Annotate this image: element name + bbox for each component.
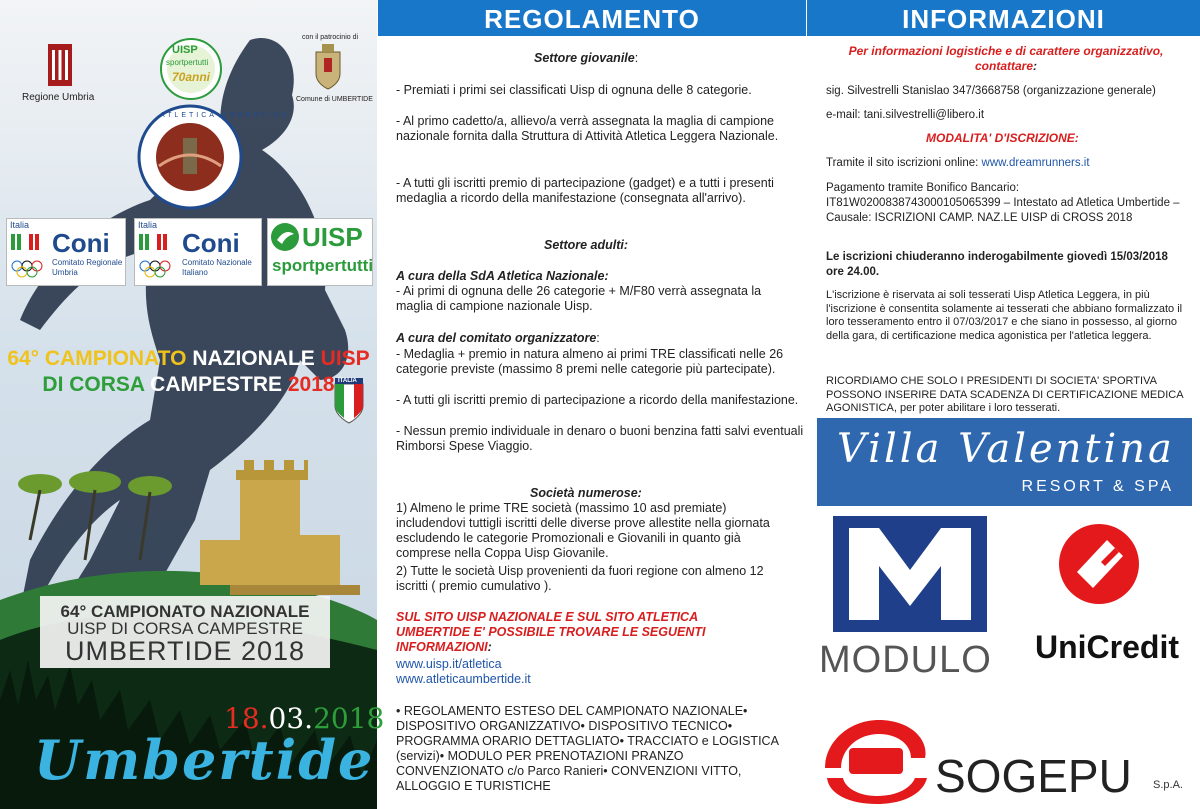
title-part-e: CAMPESTRE: [150, 373, 283, 396]
informazioni-header: INFORMAZIONI: [807, 0, 1200, 36]
villa-valentina-sponsor: [817, 418, 1192, 506]
uisp-badge-anniversary: 70anni: [172, 70, 211, 84]
regolamento-panel: [378, 0, 806, 809]
italia-flag-label: ITALIA: [338, 378, 357, 384]
info-contact: sig. Silvestrelli Stanislao 347/3668758 (organizzazione generale): [826, 85, 1156, 97]
title-part-b: NAZIONALE: [192, 347, 315, 370]
adulti-point-3: - A tutti gli iscritti premio di partecipazione a ricordo della manifestazione.: [396, 393, 799, 407]
sign-line3: UMBERTIDE 2018: [64, 636, 306, 666]
informazioni-panel: [807, 0, 1200, 809]
modalita-iscrizione-title: MODALITA' D'ISCRIZIONE:: [926, 131, 1079, 145]
giovanile-point-2: - Al primo cadetto/a, allievo/a verrà assegnata la maglia di campione nazionale fornita dalla Struttura di Attività Atletica Leggera Nazionale.: [396, 114, 779, 143]
regione-umbria-crest-icon: [48, 44, 72, 86]
regione-umbria-label: Regione Umbria: [22, 92, 95, 103]
atletica-umbertide-label: ATLETICA UMBERTIDE: [160, 112, 290, 119]
championship-title-line2: [0, 372, 377, 398]
sites-note-text: SUL SITO UISP NAZIONALE E SUL SITO ATLETICA UMBERTIDE E' POSSIBILE TROVARE LE SEGUENTI INFORMAZIONI: [396, 610, 706, 654]
giovanile-point-1: - Premiati i primi sei classificati Uisp di ognuna delle 8 categorie.: [396, 83, 752, 97]
uisp-badge-label: UISP: [172, 44, 198, 56]
title-part-c: UISP: [320, 347, 370, 370]
societa-point-2: 2) Tutte le società Uisp provenienti da fuori regione con almeno 12 iscritti ( premio cumulativo ).: [396, 564, 764, 593]
comune-umbertide-label: Comune di UMBERTIDE: [296, 96, 373, 103]
online-registration-label: Tramite il sito iscrizioni online:: [826, 157, 982, 169]
comitato-organizzatore-heading: [396, 331, 600, 346]
societa-numerose-title: Società numerose:: [530, 486, 642, 500]
unicredit-label: UniCredit: [1035, 629, 1179, 665]
online-registration: [826, 156, 1090, 171]
settore-adulti-title: Settore adulti:: [544, 238, 629, 252]
sogepu-label: SOGEPU: [935, 750, 1132, 802]
comitato-organizzatore-colon: :: [596, 331, 600, 345]
modulo-label: MODULO: [819, 639, 992, 681]
adulti-point-4: - Nessun premio individuale in denaro o buoni benzina fatti salvi eventuali Rimborsi Spese Viaggio.: [396, 424, 804, 453]
villa-valentina-subtitle: RESORT & SPA: [1021, 478, 1174, 495]
registration-deadline: Le iscrizioni chiuderanno inderogabilmente giovedì 15/03/2018 ore 24.00.: [826, 251, 1168, 278]
settore-giovanile-colon: :: [634, 51, 639, 65]
patrocinio-label: con il patrocinio di: [302, 34, 359, 41]
coni-regional-word: Coni: [52, 228, 110, 258]
villa-valentina-name: Villa Valentina: [837, 426, 1175, 472]
cover-panel: [0, 0, 385, 809]
championship-title-line1: [0, 346, 377, 372]
settore-giovanile-title: Settore giovanile: [534, 51, 635, 65]
info-intro-text: Per informazioni logistiche e di carattere organizzativo, contattare: [848, 44, 1164, 73]
title-part-a: 64° CAMPIONATO: [7, 347, 187, 370]
sogepu-spa-label: S.p.A.: [1153, 779, 1183, 791]
uisp-badge-sub: sportpertutti: [166, 58, 209, 67]
atletica-umbertide-logo-icon: [137, 104, 243, 210]
unicredit-logo-icon: [1057, 522, 1141, 606]
giovanile-point-3: - A tutti gli iscritti premio di partecipazione (gadget) e a tutti i presenti medaglia a ricordo della manifestazione (consegnata all'arrivo).: [396, 176, 774, 205]
section-settore-giovanile: [534, 51, 638, 66]
sogepu-logo-icon: [819, 712, 931, 804]
societa-point-1: 1) Almeno le prime TRE società (massimo 10 asd premiate) includendovi tuttigli iscritti delle diverse prove allestite nella giornata escludendo le categorie Promozionali e Giovanili in quanto già comprese nella Coppa Uisp Giovanile.: [396, 501, 770, 560]
eligibility-info: L'iscrizione è riservata ai soli tesserati Uisp Atletica Leggera, in più l'iscrizione è consentita solamente ai tesserati che abbiano formalizzato il loro tesseramento entro il 07/03/2017 e che siano in possesso, al giorno della gara, di certificazione medica agonistica per l'atletica leggera.: [826, 289, 1183, 342]
sda-atletica-title: A cura della SdA Atletica Nazionale:: [396, 269, 609, 283]
italia-flag-shield-icon: [334, 378, 364, 424]
info-email[interactable]: e-mail: tani.silvestrelli@libero.it: [826, 109, 985, 121]
coni-national-word: Coni: [182, 228, 240, 258]
adulti-point-2: - Medaglia + premio in natura almeno ai primi TRE classificati nelle 26 categorie previste (massimo 8 premi nelle categorie più partecipate).: [396, 347, 784, 376]
coni-national-sub2: Italiano: [182, 268, 208, 277]
coni-regional-sub2: Umbria: [52, 268, 78, 277]
info-intro: [827, 44, 1185, 74]
documents-list: • REGOLAMENTO ESTESO DEL CAMPIONATO NAZIONALE• DISPOSITIVO ORGANIZZATIVO• DISPOSITIVO TECNICO• PROGRAMMA ORARIO DETTAGLIATO• TRACCIATO e LOGISTICA (servizi)• MODULO PER PRENOTAZIONI PRANZO CONVENZIONATO c/o Parco Ranieri• CONVENZIONI VITTO, ALLOGGIO E TURISTICHE: [396, 704, 779, 793]
date-month: 03.: [268, 702, 314, 735]
coni-regional-sub1: Comitato Regionale: [52, 258, 123, 267]
uisp-logo-sub: sportpertutti: [272, 256, 374, 275]
coni-national-rings-icon: [137, 232, 175, 282]
sites-note: [396, 610, 766, 655]
medical-certificate-note: [826, 375, 1186, 416]
comitato-organizzatore-title: A cura del comitato organizzatore: [396, 331, 597, 345]
date-day: 18.: [224, 702, 269, 735]
title-part-f: 2018: [287, 373, 335, 396]
link-atletica-umbertide[interactable]: www.atleticaumbertide.it: [396, 672, 531, 686]
info-intro-colon: :: [1033, 59, 1037, 73]
link-uisp-atletica[interactable]: www.uisp.it/atletica: [396, 657, 502, 671]
date-year: 2018: [313, 702, 385, 735]
uisp-bird-icon: [270, 222, 300, 252]
medical-note-tail: , per poter abilitare i loro tesserati.: [893, 402, 1061, 414]
comune-umbertide-crest-icon: [314, 44, 342, 90]
coni-national-italia: Italia: [138, 220, 158, 230]
modulo-logo-icon: [821, 510, 1005, 646]
link-dreamrunners[interactable]: www.dreamrunners.it: [981, 157, 1090, 169]
coni-regional-rings-icon: [9, 232, 47, 282]
city-name: Umbertide: [34, 728, 375, 792]
title-part-d: DI CORSA: [42, 373, 145, 396]
coni-national-sub1: Comitato Nazionale: [182, 258, 252, 267]
adulti-point-1: - Ai primi di ognuna delle 26 categorie + M/F80 verrà assegnata la maglia di campione nazionale Uisp.: [396, 284, 762, 313]
regolamento-header: REGOLAMENTO: [378, 0, 806, 36]
championship-sign: [50, 603, 320, 665]
uisp-logo-word: UISP: [302, 222, 363, 252]
medical-note-text: RICORDIAMO CHE SOLO I PRESIDENTI DI SOCIETA' SPORTIVA POSSONO INSERIRE DATA SCADENZA DI CERTIFICAZIONE MEDICA AGONISTICA: [826, 375, 1183, 414]
sign-line2: UISP DI CORSA CAMPESTRE: [67, 619, 303, 638]
coni-regional-italia: Italia: [10, 220, 30, 230]
sign-line1: 64° CAMPIONATO NAZIONALE: [60, 602, 310, 621]
bank-transfer-info: Pagamento tramite Bonifico Bancario: IT81W0200838743000105065399 – Intestato ad Atletica Umbertide – Causale: ISCRIZIONI CAMP. NAZ.LE UISP di CROSS 2018: [826, 182, 1180, 224]
sites-note-colon: :: [487, 640, 492, 654]
